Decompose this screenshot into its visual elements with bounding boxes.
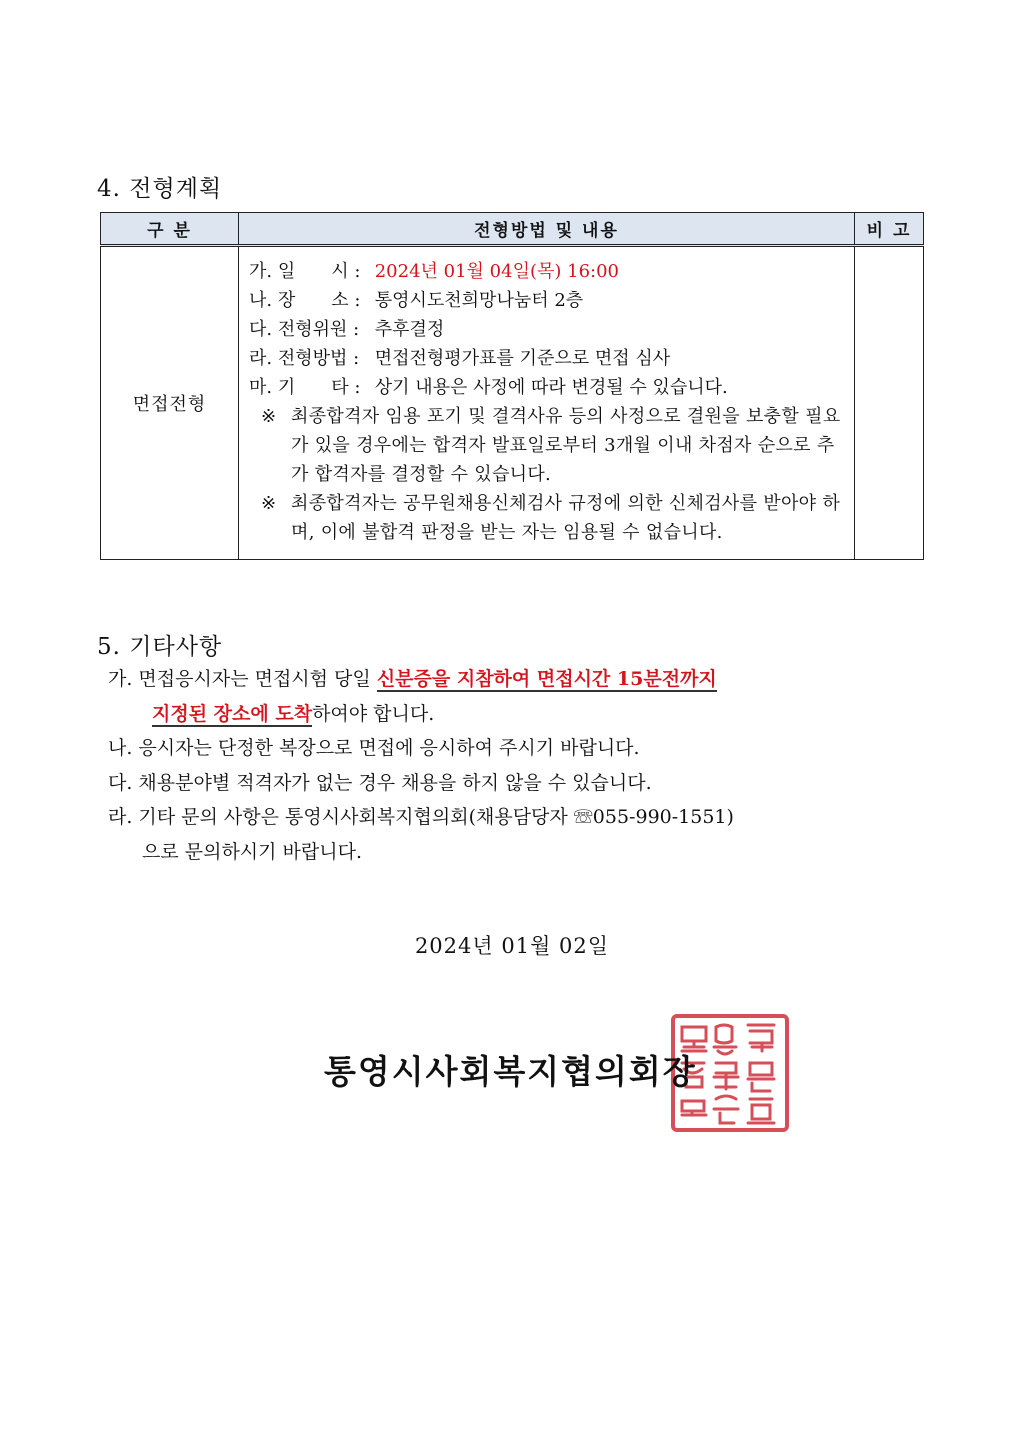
remark-cell <box>855 246 924 560</box>
category-cell: 면접전형 <box>101 246 239 560</box>
list-item <box>249 373 844 402</box>
item-label: 다. 전형위원 : <box>249 319 360 340</box>
list-item <box>249 286 844 315</box>
table-header-row <box>101 213 924 246</box>
content-cell <box>239 246 855 560</box>
item-value: 면접전형평가표를 기준으로 면접 심사 <box>374 348 671 369</box>
other-notes-list <box>108 662 908 869</box>
list-item-continuation: 으로 문의하시기 바랍니다. <box>142 840 363 863</box>
section-4-title: 4. 전형계획 <box>97 176 223 202</box>
header-method: 전형방법 및 내용 <box>239 213 855 246</box>
signer-title: 통영시사회복지협의회장 <box>324 1052 697 1091</box>
interview-datetime: 2024년 01월 04일(목) 16:00 <box>374 261 619 282</box>
note-item <box>249 489 844 547</box>
table-row <box>101 246 924 560</box>
note-text: 최종합격자 임용 포기 및 결격사유 등의 사정으로 결원을 보충할 필요가 있을 경우에는 합격자 발표일로부터 3개월 이내 차점자 순으로 추가 합격자를 결정할 수 있습니다. <box>291 406 841 485</box>
note-item <box>249 402 844 489</box>
note-mark: ※ <box>261 406 277 427</box>
list-item: 라. 기타 문의 사항은 통영시사회복지협의회(채용담당자 ☏055-990-1551) <box>108 806 734 828</box>
document-date: 2024년 01월 02일 <box>414 934 610 958</box>
list-item <box>249 315 844 344</box>
list-item: 다. 채용분야별 적격자가 없는 경우 채용을 하지 않을 수 있습니다. <box>108 771 652 794</box>
item-value: 통영시도천희망나눔터 2층 <box>374 290 584 311</box>
screening-plan-table <box>100 212 924 560</box>
list-item: 나. 응시자는 단정한 복장으로 면접에 응시하여 주시기 바랍니다. <box>108 737 640 759</box>
item-value: 상기 내용은 사정에 따라 변경될 수 있습니다. <box>374 377 728 398</box>
item-value: 추후결정 <box>374 319 445 340</box>
item-a-prefix: 가. 면접응시자는 면접시험 당일 <box>108 668 377 690</box>
list-item-continuation <box>108 697 908 732</box>
header-remark: 비 고 <box>855 213 924 246</box>
list-item <box>108 662 908 697</box>
item-label: 가. 일 시 : <box>249 261 361 282</box>
list-item <box>249 344 844 373</box>
arrival-notice: 지정된 장소에 도착 <box>152 702 313 725</box>
note-mark: ※ <box>261 493 277 514</box>
item-label: 라. 전형방법 : <box>249 348 360 369</box>
header-category: 구 분 <box>101 213 239 246</box>
item-a-suffix: 하여야 합니다. <box>312 702 435 725</box>
id-card-notice: 신분증을 지참하여 면접시간 15분전까지 <box>376 668 717 690</box>
item-label: 나. 장 소 : <box>249 290 361 311</box>
note-text: 최종합격자는 공무원채용신체검사 규정에 의한 신체검사를 받아야 하며, 이에 불합격 판정을 받는 자는 임용될 수 없습니다. <box>291 493 841 543</box>
section-5-title: 5. 기타사항 <box>97 634 223 660</box>
item-label: 마. 기 타 : <box>249 377 361 398</box>
list-item <box>249 257 844 286</box>
